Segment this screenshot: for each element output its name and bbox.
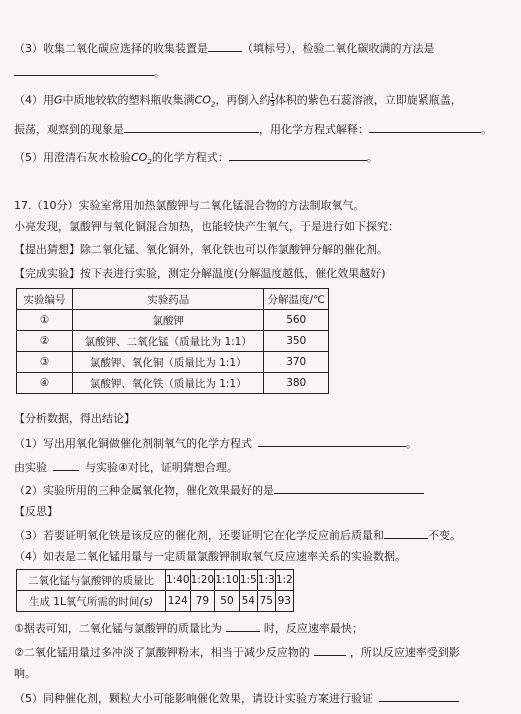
q5-design: （5）同种催化剂，颗粒大小可能影响催化效果，请设计实验方案进行验证 — [14, 690, 459, 706]
q4-line-2: 振荡，观察到的现象是 ，用化学方程式解释： 。 — [14, 123, 492, 136]
conclusion-2: ②二氧化锰用量过多冲淡了氯酸钾粉末，相当于减少反应物的 ，所以反应速率受到影 — [14, 646, 460, 659]
reflect-q3: （3）若要证明氧化铁是该反应的催化剂，还要证明它在化学反应前后质量和 不变。 — [14, 529, 461, 542]
q17-heading: 17.（10分）实验室常用加热氯酸钾与二氧化锰混合物的方法制取氧气。 — [14, 199, 365, 212]
answer-blank[interactable] — [258, 435, 406, 447]
experiment-table — [16, 288, 329, 394]
table-row: ② 氯酸钾、二氧化锰（质量比为 1:1） 350 — [17, 331, 329, 352]
q3-line-2: 。 — [14, 64, 165, 80]
answer-blank[interactable] — [208, 40, 242, 52]
analysis-title: 【分析数据，得出结论】 — [14, 412, 135, 425]
q4-line: （4）用G中质地较软的塑料瓶收集满$CO_2$，再倒入约 $\frac{1}{3}$ 体积的紫色石蕊溶液，立即旋紧瓶盖， — [14, 92, 462, 109]
fraction-one-third: $\frac{1}{3}$ — [270, 92, 275, 108]
table-row: 二氧化锰与氯酸钾的质量比 1:40 1:20 1:10 1:5 1:3 1:2 — [17, 570, 294, 591]
answer-blank[interactable] — [229, 149, 367, 161]
q17-intro: 小亮发现，氯酸钾与氧化铜混合加热，也能较快产生氧气，于是进行如下探究： — [14, 220, 399, 233]
answer-blank[interactable] — [124, 121, 259, 133]
hypothesis: 【提出猜想】除二氧化锰、氧化铜外，氧化铁也可以作氯酸钾分解的催化剂。 — [14, 243, 388, 256]
table-header-row: 实验编号 实验药品 分解温度/℃ — [17, 289, 329, 310]
answer-blank[interactable] — [369, 121, 481, 133]
table-row: 生成 1L氧气所需的时间(s) 124 79 50 54 75 93 — [17, 591, 294, 612]
answer-blank[interactable] — [314, 644, 346, 656]
analysis-q1: （1）写出用氧化铜做催化剂制氧气的化学方程式 。 — [14, 437, 417, 450]
answer-blank[interactable] — [274, 482, 424, 494]
analysis-q1b: 由实验 与实验④对比，证明猜想合理。 — [14, 461, 238, 474]
analysis-q2: （2）实验所用的三种金属氧化物，催化效果最好的是 — [14, 482, 424, 498]
answer-blank[interactable] — [226, 620, 260, 632]
table-row: ① 氯酸钾 560 — [17, 310, 329, 331]
answer-blank[interactable] — [384, 527, 428, 539]
answer-blank[interactable] — [53, 459, 79, 471]
conclusion-2-cont: 响。 — [14, 667, 36, 680]
answer-blank[interactable] — [379, 690, 459, 702]
conclusion-1: ①据表可知，二氧化锰与氯酸钾的质量比为 时，反应速率最快； — [14, 622, 363, 635]
q5-line: （5）用澄清石灰水检验$CO_2$的化学方程式： 。 — [14, 151, 378, 167]
reflect-q4: （4）如表是二氧化锰用量与一定质量氯酸钾制取氧气反应速率关系的实验数据。 — [14, 550, 406, 563]
experiment-intro: 【完成实验】按下表进行实验，测定分解温度(分解温度越低，催化效果越好) — [14, 267, 386, 280]
table-row: ④ 氯酸钾、氧化铁（质量比为 1:1） 380 — [17, 373, 329, 394]
answer-blank[interactable] — [14, 64, 154, 76]
table-row: ③ 氯酸钾、氧化铜（质量比为 1:1） 370 — [17, 352, 329, 373]
q3-line: （3）收集二氧化碳应选择的收集装置是 （填标号），检验二氧化碳收满的方法是 — [14, 42, 435, 55]
manganese-ratio-table — [16, 569, 294, 612]
reflect-title: 【反思】 — [14, 505, 58, 518]
